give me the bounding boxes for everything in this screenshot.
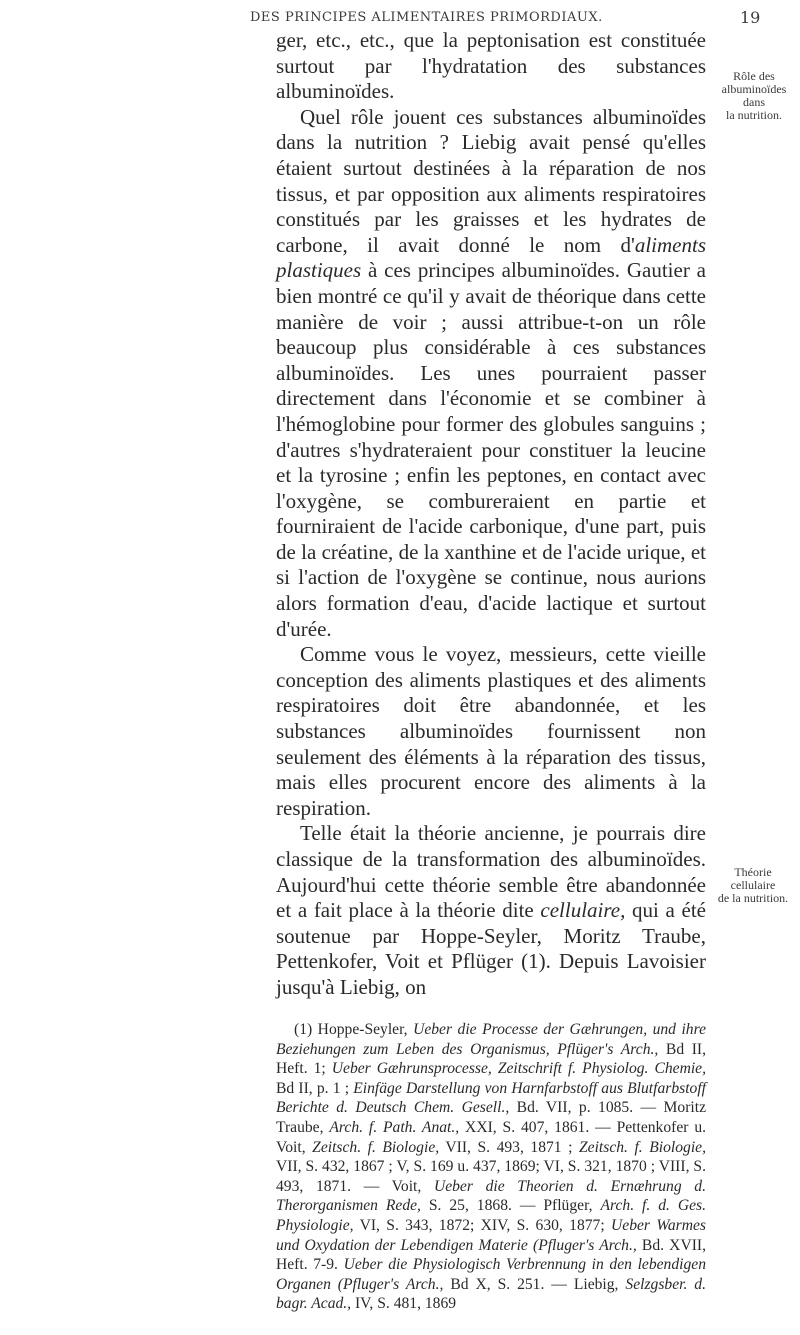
footnote-segment: XXI, S. 407, 1861. — Pettenkofer u. Voit, bbox=[276, 1118, 707, 1156]
footnote-segment: Bd. XVII, Heft. 7-9. bbox=[276, 1236, 706, 1274]
footnote-segment-italic: Arch. f. d. Ges. Physiologie, bbox=[276, 1197, 706, 1234]
footnote-segment: Bd X, S. 251. — Liebig, bbox=[443, 1275, 626, 1293]
footnote-segment: Bd II, p. 1 ; bbox=[276, 1079, 354, 1097]
footnote-segment: (1) Hoppe-Seyler, bbox=[294, 1021, 414, 1038]
footnote-segment-italic: Ueber die Theorien d. Ernæhrung d. Therorganismen Rede, bbox=[276, 1177, 706, 1215]
paragraph-p1 bbox=[276, 28, 706, 105]
paragraph-p2-segment: Quel rôle jouent ces substances albuminoïdes dans la nutrition ? Liebig avait pensé qu'elles étaient surtout destinées à la réparation de nos tissus, et par opposition aux aliments respiratoires constitués par les graisses et les hydrates de carbone, il avait donné le nom d' bbox=[276, 104, 706, 257]
footnote-segment-italic: Zeitsch. f. Biologie, bbox=[312, 1138, 440, 1156]
paragraph-p3 bbox=[276, 642, 706, 821]
paragraph-p4-segment-italic: cellulaire, bbox=[540, 898, 626, 923]
sidenote-line: la nutrition. bbox=[726, 108, 782, 122]
paragraph-p4 bbox=[276, 821, 706, 1000]
footnote bbox=[276, 1020, 706, 1314]
sidenote-line: cellulaire bbox=[730, 878, 776, 892]
sidenote-theorie-cellulaire bbox=[708, 866, 798, 905]
footnote-segment: Bd II, Heft. 1; bbox=[276, 1040, 706, 1078]
running-head: DES PRINCIPES ALIMENTAIRES PRIMORDIAUX. bbox=[250, 10, 603, 25]
footnote-segment: VI, S. 343, 1872; XIV, S. 630, 1877; bbox=[353, 1216, 612, 1234]
footnote-segment-italic: Selzgsber. d. bagr. Acad., bbox=[276, 1275, 706, 1313]
footnote-segment-italic: Zeitsch. f. Biologie, bbox=[579, 1138, 706, 1156]
body-text bbox=[276, 28, 706, 1001]
paragraph-p2-segment: à ces principes albuminoïdes. Gautier a bien montré ce qu'il y avait de théorique dans cette manière de voir ; aussi attribue-t-on un rôle beaucoup plus considérable à ces substances albuminoïdes. Les unes pourraient passer directement dans l'économie et se combiner à l'hémoglobine pour former des globules sanguins ; d'autres s'hydrateraient pour constituer la leucine et la tyrosine ; enfin les peptones, en contact avec l'oxygène, se combureraient en partie et fourniraient de l'acide carbonique, d'une part, puis de la créatine, de la xanthine et de l'acide urique, et si l'action de l'oxygène se continue, nous aurions alors formation d'eau, d'acide lactique et surtout d'urée. bbox=[276, 258, 706, 641]
sidenote-line: albuminoïdes bbox=[721, 82, 787, 96]
sidenote-line: Théorie bbox=[734, 865, 772, 879]
paragraph-p2-segment-italic: aliments plastiques bbox=[276, 232, 706, 283]
footnote-segment: VII, S. 432, 1867 ; V, S. 169 u. 437, 1869; VI, S. 321, 1870 ; VIII, S. 493, 1871. — Voit, bbox=[276, 1158, 706, 1195]
footnote-segment-italic: Ueber die Processe der Gæhrungen, und ihre Beziehungen zum Leben des Organismus, Pflüger's Arch., bbox=[276, 1021, 707, 1058]
sidenote-line: dans bbox=[743, 95, 765, 109]
paragraph-p2 bbox=[276, 105, 706, 642]
footnote-segment-italic: Einfäge Darstellung von Harnfarbstoff aus Blutfarbstoff Berichte d. Deutsch Chem. Gesell., bbox=[276, 1079, 706, 1117]
paragraph-p4-segment: Telle était la théorie ancienne, je pourrais dire classique de la transformation des albuminoïdes. Aujourd'hui cette théorie semble être abandonnée et a fait place à la théorie dite bbox=[276, 821, 706, 923]
footnote-segment: IV, S. 481, 1869 bbox=[351, 1295, 457, 1313]
footnote-segment: Bd. VII, p. 1085. — Moritz Traube, bbox=[276, 1099, 706, 1136]
footnote-segment-italic: Ueber die Physiologisch Verbrennung in den lebendigen Organen (Pfluger's Arch., bbox=[276, 1256, 707, 1293]
footnote-segment-italic: Ueber Warmes und Oxydation der Lebendigen Materie (Pfluger's Arch., bbox=[276, 1216, 706, 1254]
main-text bbox=[276, 28, 706, 1001]
footnote-segment: VII, S. 493, 1871 ; bbox=[439, 1138, 579, 1156]
paragraph-p3-segment: Comme vous le voyez, messieurs, cette vieille conception des aliments plastiques et des aliments respiratoires doit être abandonnée, et les substances albuminoïdes fournissent non seulement des éléments à la réparation des tissus, mais elles procurent encore des aliments à la respiration. bbox=[276, 642, 706, 820]
footnote-segment-italic: Ueber Gæhrunsprocesse, Zeitschrift f. Physiolog. Chemie, bbox=[331, 1060, 706, 1078]
footnotes bbox=[276, 1020, 706, 1314]
page-number: 19 bbox=[740, 8, 761, 27]
footnote-segment-italic: Arch. f. Path. Anat., bbox=[329, 1118, 460, 1136]
sidenote-line: Rôle des bbox=[733, 69, 775, 83]
sidenote-line: de la nutrition. bbox=[717, 891, 789, 905]
paragraph-p4-segment: qui a été soutenue par Hoppe-Seyler, Moritz Traube, Pettenkofer, Voit et Pflüger (1). Depuis Lavoisier jusqu'à Liebig, on bbox=[276, 898, 706, 999]
footnote-segment: S. 25, 1868. — Pflüger, bbox=[420, 1197, 601, 1215]
paragraph-p1-segment: ger, etc., etc., que la peptonisation est constituée surtout par l'hydratation des substances albuminoïdes. bbox=[276, 28, 706, 104]
page-header bbox=[0, 4, 800, 30]
sidenote-role-albuminoides bbox=[712, 70, 796, 122]
